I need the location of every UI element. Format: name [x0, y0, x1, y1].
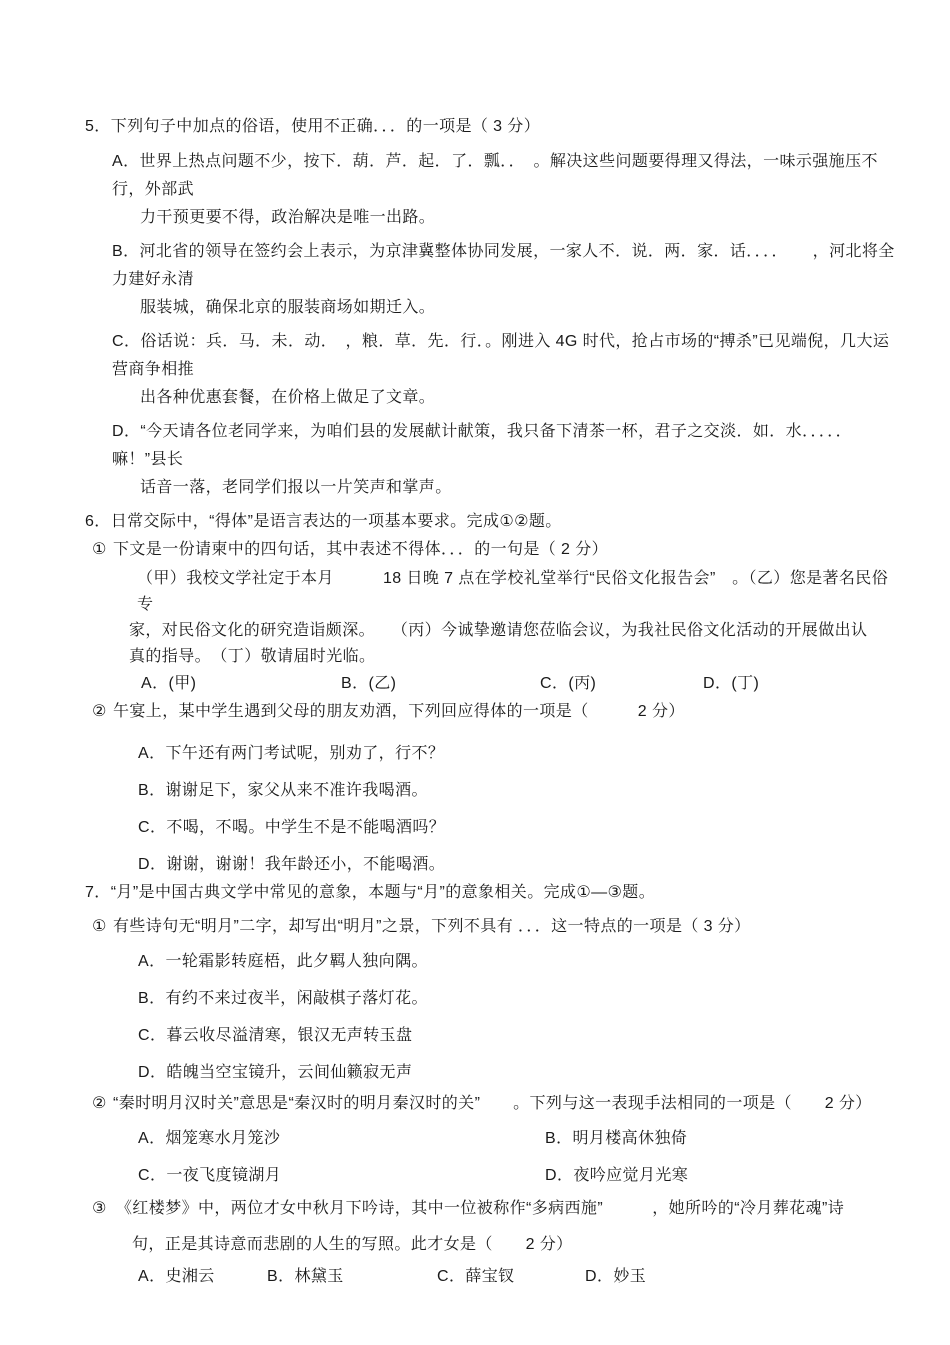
- option-line: D．“今天请各位老同学来，为咱们县的发展献计献策，我只备下清茶一杯，君子之交淡．如．水．．．．． 嘛！”县长: [112, 423, 861, 468]
- question-7-sub-1: [92, 913, 895, 941]
- option-b: B．(乙): [341, 675, 397, 692]
- question-5-stem: 5．下列句子中加点的俗语，使用不正确．．．的一项是（ 3 分）: [85, 118, 541, 135]
- question-7-sub-3-stem: [92, 1195, 895, 1223]
- option-d: D．妙玉: [585, 1268, 647, 1285]
- passage-line: （甲）我校文学社定于本月 18 日晚 7 点在学校礼堂举行“民俗文化报告会” 。（乙）您是著名民俗专: [137, 570, 889, 613]
- question-5-option-a: [112, 148, 895, 232]
- option-b: B．明月楼高休独倚: [545, 1130, 688, 1147]
- option-c: C．一夜飞度镜湖月: [138, 1167, 282, 1184]
- option-a: A．下午还有两门考试呢，别劝了，行不？: [138, 745, 445, 762]
- option-d: D．皓魄当空宝镜升，云间仙籁寂无声: [138, 1064, 413, 1081]
- circled-1-marker: ①: [92, 541, 107, 558]
- option-b: B．林黛玉: [267, 1268, 344, 1285]
- option-line: 服装城，确保北京的服装商场如期迁入。: [140, 299, 436, 316]
- question-7-sub-2-options-row-2: [138, 1162, 895, 1190]
- stem-line: 《红楼梦》中，两位才女中秋月下吟诗，其中一位被称作“多病西施” ，她所吟的“冷月葬花魂”诗: [116, 1200, 845, 1217]
- option-c: C．薛宝钗: [437, 1268, 515, 1285]
- question-6: [85, 508, 895, 879]
- circled-3-marker: ③: [92, 1200, 107, 1217]
- circled-1-marker: ①: [92, 918, 107, 935]
- stem-text: “秦时明月汉时关”意思是“秦汉时的明月秦汉时的关” 。下列与这一表现手法相同的一项是（ 2 分）: [113, 1095, 872, 1112]
- stem-text: 下文是一份请柬中的四句话，其中表述不得体．．．的一句是（ 2 分）: [113, 541, 608, 558]
- option-c: C．(丙): [540, 675, 597, 692]
- question-7-stem: 7．“月”是中国古典文学中常见的意象，本题与“月”的意象相关。完成①—③题。: [85, 884, 656, 901]
- option-b: B．有约不来过夜半，闲敲棋子落灯花。: [138, 990, 428, 1007]
- passage-line: 家，对民俗文化的研究造诣颇深。 （丙）今诚挚邀请您莅临会议，为我社民俗文化活动的开展做出认: [129, 622, 868, 639]
- option-a: A．烟笼寒水月笼沙: [138, 1130, 281, 1147]
- option-a: A．一轮霜影转庭梧，此夕羁人独向隅。: [138, 953, 428, 970]
- question-7-sub-2-stem: [92, 1090, 895, 1118]
- circled-2-marker: ②: [92, 1095, 107, 1112]
- stem-text: 有些诗句无“明月”二字，却写出“明月”之景，下列不具有 ．．．这一特点的一项是（ 3 分）: [113, 918, 751, 935]
- option-c: C．暮云收尽溢清寒，银汉无声转玉盘: [138, 1027, 413, 1044]
- stem-line: 句，正是其诗意而悲剧的人生的写照。此才女是（ 2 分）: [132, 1236, 573, 1253]
- option-line: A．世界上热点问题不少，按下．葫．芦．起．了．瓢．． 。解决这些问题要得理又得法，一味示强施压不行，外部武: [112, 153, 878, 198]
- stem-text: 午宴上，某中学生遇到父母的朋友劝酒，下列回应得体的一项是（ 2 分）: [113, 703, 685, 720]
- question-6-stem: 6．日常交际中，“得体”是语言表达的一项基本要求。完成①②题。: [85, 513, 562, 530]
- question-7-sub-3-options: [138, 1263, 895, 1291]
- option-b: B．谢谢足下，家父从来不准许我喝酒。: [138, 782, 428, 799]
- option-d: D．夜吟应觉月光寒: [545, 1167, 689, 1184]
- question-7: [85, 879, 895, 1291]
- option-line: B．河北省的领导在签约会上表示，为京津冀整体协同发展，一家人不．说．两．家．话．．．． ，河北将全力建好永清: [112, 243, 895, 288]
- option-line: 力干预更要不得，政治解决是唯一出路。: [140, 209, 436, 226]
- question-6-sub-2: [92, 698, 895, 726]
- question-6-sub-1-options: [141, 670, 895, 698]
- question-6-sub-1-stem: [92, 536, 895, 564]
- passage-line: 真的指导。 （丁）敬请届时光临。: [129, 648, 376, 665]
- circled-2-marker: ②: [92, 703, 107, 720]
- question-6-sub-1: [92, 536, 895, 698]
- option-line: 出各种优惠套餐，在价格上做足了文章。: [140, 389, 436, 406]
- question-7-sub-2: [92, 1090, 895, 1118]
- option-line: 话音一落，老同学们报以一片笑声和掌声。: [140, 479, 452, 496]
- option-a: A．史湘云: [138, 1268, 215, 1285]
- question-7-sub-1-stem: [92, 913, 895, 941]
- option-a: A．(甲): [141, 675, 197, 692]
- option-d: D．(丁): [703, 675, 760, 692]
- question-6-sub-2-stem: [92, 698, 895, 726]
- option-line: C．俗话说：兵．马．未．动． ，粮．草．先．行．。刚进入 4G 时代，抢占市场的“搏杀”已见端倪，几大运营商争相推: [112, 333, 890, 378]
- question-5-option-d: [112, 418, 895, 502]
- exam-content: [85, 113, 895, 1291]
- question-7-sub-1-options: [138, 948, 895, 1087]
- question-5: [85, 113, 895, 502]
- option-d: D．谢谢，谢谢！我年龄还小，不能喝酒。: [138, 856, 446, 873]
- question-7-sub-2-options-row-1: [138, 1125, 895, 1153]
- invitation-passage: [129, 566, 895, 670]
- question-5-option-b: [112, 238, 895, 322]
- question-5-option-c: [112, 328, 895, 412]
- option-c: C．不喝，不喝。中学生不是不能喝酒吗？: [138, 819, 446, 836]
- question-7-sub-3: [92, 1195, 895, 1259]
- question-6-sub-2-options: [138, 740, 895, 879]
